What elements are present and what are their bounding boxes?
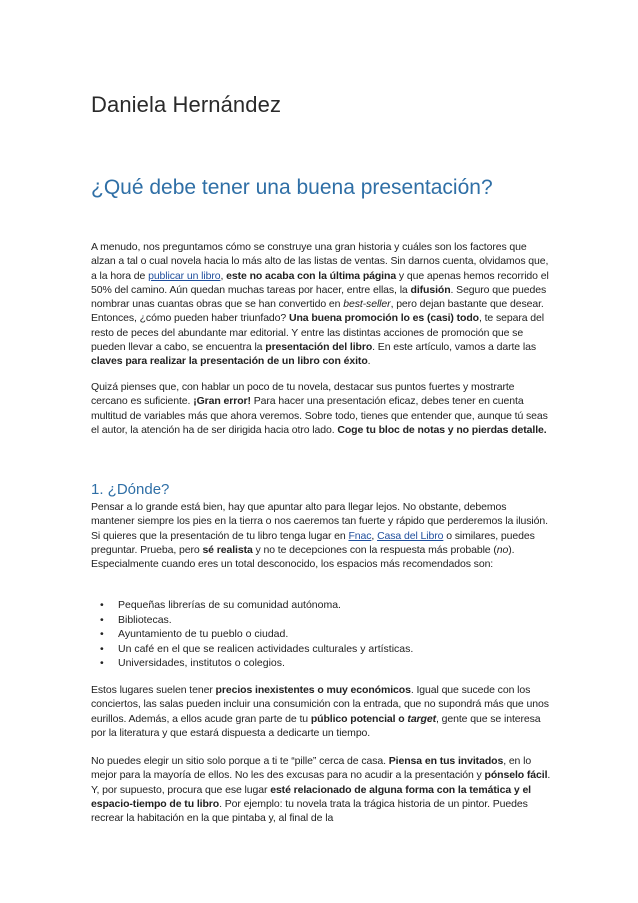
bold-run: este no acaba con la última página <box>226 269 397 282</box>
guests-paragraph <box>91 754 551 825</box>
list-item <box>91 642 413 657</box>
text-run: . Por ejemplo: tu novela trata la trágica historia de un pintor. Puedes recrear la habitación en la que pintaba y, al final de la <box>91 797 528 825</box>
text-run: Pensar a lo grande está bien, hay que apuntar alto para llegar lejos. No obstante, debemos mantener siempre los pies en la tierra o nos caeremos tan fuerte y rápido que perderemos la ilusión. Si quieres que la presentación de tu libro tenga lugar en <box>91 501 548 542</box>
italic-run: no <box>496 543 509 556</box>
list-item <box>91 613 413 628</box>
bold-run: ¡Gran error! <box>193 395 251 408</box>
text-run: No puedes elegir un sitio solo porque a ti te “pille” cerca de casa. <box>91 755 389 767</box>
text-run: , <box>220 269 227 282</box>
venues-list <box>91 598 413 671</box>
text-run: ). Especialmente cuando eres un total desconocido, los espacios más recomendados son: <box>91 543 515 571</box>
text-run: , gente que se interesa por la literatura y que estará dispuesta a dedicarte un tiempo. <box>91 712 541 739</box>
text-run: y no te decepciones con la respuesta más probable ( <box>252 543 497 556</box>
bold-run: precios inexistentes o muy económicos <box>215 684 411 696</box>
donde-paragraph <box>91 500 551 571</box>
text-run: Estos lugares suelen tener <box>91 684 216 696</box>
text-run: . Y, por supuesto, procura que ese lugar <box>91 769 551 796</box>
list-item-text: Universidades, institutos o colegios. <box>118 657 285 669</box>
bullet-icon: • <box>100 628 104 640</box>
bold-run: pónselo fácil <box>484 769 548 782</box>
section-heading-donde: 1. ¿Dónde? <box>91 481 170 498</box>
list-item <box>91 627 413 642</box>
bold-run: esté relacionado de alguna forma con la temática y el espacio-tiempo de tu libro <box>91 783 531 810</box>
italic-run: best-seller <box>343 298 391 311</box>
text-run: , en lo mejor para la mayoría de ellos. No les des excusas para no acudir a la presentación y <box>91 755 532 782</box>
bullet-icon: • <box>100 599 104 611</box>
bold-run: público potencial o <box>310 712 408 725</box>
prices-paragraph <box>91 683 551 740</box>
bullet-icon: • <box>100 642 104 655</box>
text-run: Quizá pienses que, con hablar un poco de tu novela, destacar sus puntos fuertes y mostrarte cercano es suficiente. <box>91 381 515 408</box>
intro-paragraph <box>91 240 551 369</box>
list-item-text: Un café en el que se realicen actividades culturales y artísticas. <box>118 642 414 655</box>
list-item <box>91 598 413 613</box>
bold-run: claves para realizar la presentación de un libro con éxito <box>91 355 368 368</box>
bullet-icon: • <box>100 613 104 626</box>
text-run: o similares, puedes preguntar. Prueba, pero <box>91 529 535 556</box>
text-run: , te separa del resto de peces del abundante mar editorial. Y entre las distintas acciones de promoción que se pueden llevar a cabo, se encuentra la <box>91 312 545 354</box>
text-run: , pero dejan bastante que desear. Entonces, ¿cómo pueden haber triunfado? <box>91 298 544 325</box>
bold-run: presentación del libro <box>265 341 373 354</box>
text-run: . <box>367 355 371 368</box>
bold-run: Coge tu bloc de notas y no pierdas detalle. <box>337 423 547 436</box>
text-run: . Igual que sucede con los conciertos, las salas pueden incluir una consumición con la entrada, que no supondrá más que unos eurillos. Además, a ellos acude gran parte de tu <box>91 684 549 725</box>
bold-italic-run: target <box>407 712 436 725</box>
publicar-un-libro-link[interactable]: publicar un libro <box>148 269 221 282</box>
text-run: y que apenas hemos recorrido el 50% del camino. Aún quedan muchas tareas por hacer, entre ellas, la <box>91 269 549 296</box>
list-item-text: Bibliotecas. <box>118 613 172 626</box>
text-run: . En este artículo, vamos a darte las <box>372 341 536 354</box>
bold-run: Piensa en tus invitados <box>388 755 504 767</box>
bold-run: difusión <box>410 283 451 296</box>
text-run: . Seguro que puedes nombrar unas cuantas obras que se han convertido en <box>91 283 547 311</box>
bold-run: sé realista <box>202 543 253 556</box>
list-item-text: Pequeñas librerías de su comunidad autónoma. <box>118 599 341 611</box>
bold-run: Una buena promoción lo es (casi) todo <box>288 312 479 325</box>
article-title: ¿Qué debe tener una buena presentación? <box>91 176 493 199</box>
bullet-icon: • <box>100 657 104 669</box>
list-item-text: Ayuntamiento de tu pueblo o ciudad. <box>118 628 289 640</box>
list-item <box>91 656 413 671</box>
text-run: , <box>371 529 378 542</box>
text-run: A menudo, nos preguntamos cómo se construye una gran historia y cuáles son los factores que alzan a tal o cual novela hacia lo más alto de las listas de ventas. Sin darnos cuenta, olvidamos que, a la hora de <box>91 241 549 282</box>
author-name: Daniela Hernández <box>91 92 282 117</box>
second-paragraph <box>91 380 551 437</box>
text-run: Para hacer una presentación eficaz, debes tener en cuenta multitud de variables más que ahora veremos. Sobre todo, tienes que entender que, aunque tú seas el autor, la atención ha de ser dirigida hacia otro lado. <box>91 395 548 436</box>
casa-del-libro-link[interactable]: Casa del Libro <box>377 529 444 542</box>
fnac-link[interactable]: Fnac <box>348 529 372 542</box>
